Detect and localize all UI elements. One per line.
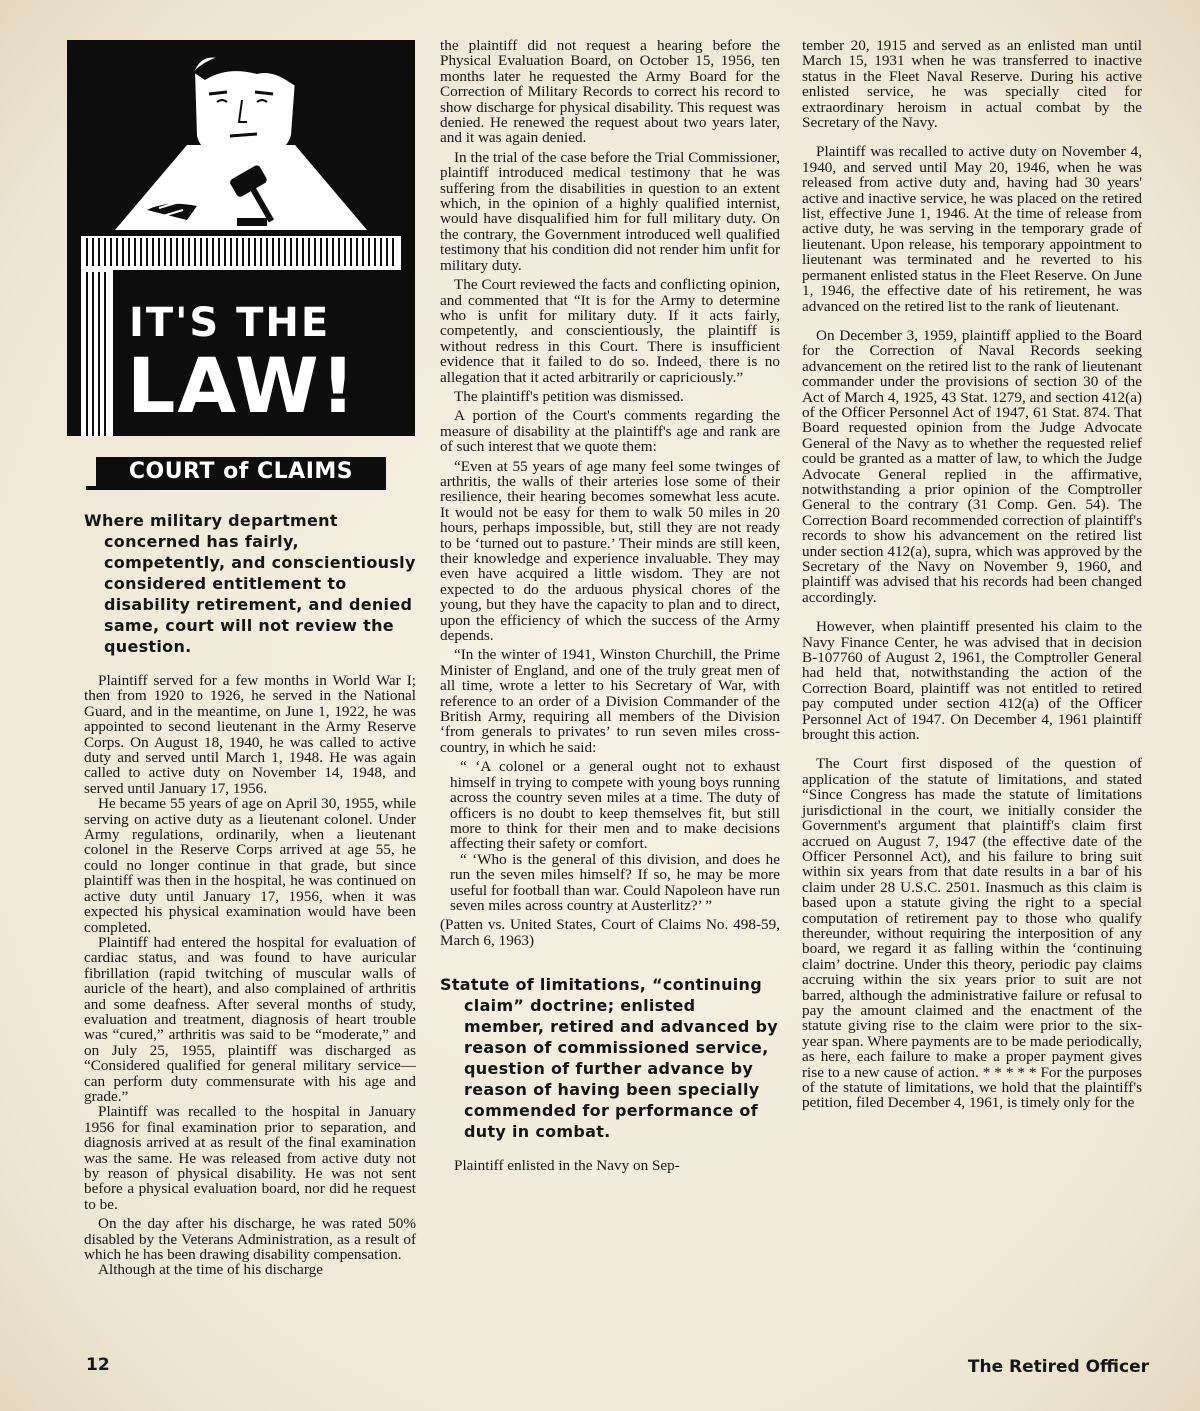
quotation-paragraph: “Even at 55 years of age many feel some twinges of arthritis, the walls of their arteries lose some of their resilience, their hearing becomes somewhat less acute. It would not be easy for them to walk 50 miles in 20 hours, perhaps impossible, but, still they are not ready to be ‘turned out to pasture.’ Their minds are still keen, their knowledge and experience invaluable. They may even have acquired a little wisdom. They are not expected to do the arduous physical chores of the young, but they have the capacity to plan and to direct, upon the efficiency of which the success of the Army depends.	[440, 457, 780, 645]
court-illustration	[67, 40, 415, 436]
case-1-headline: Where military department concerned has fairly, competently, and conscientiously considered entitlement to disability retirement, and denied same, court will not review the question.	[84, 511, 416, 656]
paragraph: Plaintiff enlisted in the Navy on Sep-	[454, 1157, 680, 1175]
paragraph: Plaintiff was recalled to the hospital in January 1956 for final examination prior to separation, and diagnosis arrived at as result of the final examination was the same. He was released from active duty not by reason of physical disability. He was not sent before a physical evaluation board, nor did he request to be.	[84, 1103, 416, 1213]
paragraph: tember 20, 1915 and served as an enlisted man until March 15, 1931 when he was transferred to inactive status in the Fleet Naval Reserve. During his active enlisted service, he was specially cited for extraordinary heroism in actual combat by the Secretary of the Navy.	[802, 37, 1142, 132]
page-number: 12	[86, 1355, 110, 1375]
quotation-paragraph: “ ‘A colonel or a general ought not to exhaust himself in trying to compete with young boys running across the country seven miles at a time. The duty of officers is no doubt to keep themselves fit, but still more to think for their men and to make decisions affecting their safety or comfort.	[450, 758, 780, 853]
court-of-claims-heading: COURT of CLAIMS	[96, 457, 386, 487]
heading-underline	[86, 486, 386, 490]
paragraph: On December 3, 1959, plaintiff applied to the Board for the Correction of Naval Records seeking advancement on the retired list to the rank of lieutenant commander under the provisions of section 30 of the Act of March 4, 1925, 43 Stat. 1279, and section 412(a) of the Officer Personnel Act of 1947, 61 Stat. 874. That Board requested opinion from the Judge Advocate General of the Navy as to whether the requested relief could be granted as a matter of law, to which the Judge Advocate General replied in the affirmative, notwithstanding a prior opinion of the Comptroller General to the contrary (31 Comp. Gen. 54). The Correction Board recommended correction of plaintiff's records to show his advancement on the retired list under section 412(a), supra, which was approved by the Secretary of the Navy on November 9, 1960, and plaintiff was advised that his records had been changed accordingly.	[802, 326, 1142, 606]
paragraph: Plaintiff was recalled to active duty on November 4, 1940, and served until May 20, 1946, when he was released from active duty and, having had 30 years' active and inactive service, he was placed on the retired list, effective June 1, 1946. At the time of release from active duty, he was serving in the temporary grade of lieutenant. Upon release, his temporary appointment to lieutenant was terminated and he reverted to his permanent enlisted status in the Fleet Reserve. On June 1, 1946, the effective date of his retirement, he was advanced on the retired list to the rank of lieutenant.	[802, 143, 1142, 315]
judge-at-bench-icon	[67, 40, 415, 436]
column-3	[802, 38, 1142, 1111]
column-1	[84, 510, 416, 1278]
paragraph: However, when plaintiff presented his claim to the Navy Finance Center, he was advised that in decision B-107760 of August 2, 1961, the Comptroller General had held that, notwithstanding the action of the Correction Board, plaintiff was not entitled to retired pay computed under section 412(a) of the Officer Personnel Act of 1947. On December 4, 1961 plaintiff brought this action.	[802, 618, 1142, 744]
paragraph: Although at the time of his discharge	[98, 1261, 323, 1279]
banner-line-2: LAW!	[127, 341, 358, 430]
quotation-paragraph: “In the winter of 1941, Winston Churchill, the Prime Minister of England, and one of the truly great men of all time, wrote a letter to his Secretary of War, with reference to an order of a Division Commander of the British Army, requiring all members of the Division ‘from generals to privates’ to run seven miles cross-country, in which he said:	[440, 646, 780, 756]
quotation-paragraph: “ ‘Who is the general of this division, and does he run the seven miles himself? If so, he may be more useful for football than war. Could Napoleon have run seven miles across country at Austerlitz?’ ”	[450, 850, 780, 914]
paragraph: He became 55 years of age on April 30, 1955, while serving on active duty as a lieutenant colonel. Under Army regulations, ordinarily, when a lieutenant colonel in the Reserve Corps arrived at age 55, he could no longer continue in that grade, but since plaintiff was then in the hospital, he was continued on active duty until January 17, 1956, when it was expected his physical examination would have been completed.	[84, 795, 416, 936]
case-2-headline: Statute of limitations, “continuing claim” doctrine; enlisted member, retired and advanced by reason of commissioned service, question of further advance by reason of having been specially commended for performance of duty in combat.	[440, 975, 778, 1142]
paragraph: The Court reviewed the facts and conflicting opinion, and commented that “It is for the Army to determine who is unfit for military duty. If it acts fairly, competently, and conscientiously, the plaintiff is without redress in this Court. There is insufficient evidence that it failed to do so. Indeed, there is no allegation that it acted arbitrarily or capriciously.”	[440, 276, 780, 386]
paragraph: In the trial of the case before the Trial Commissioner, plaintiff introduced medical testimony that he was suffering from the disabilities in question to an extent which, in the opinion of a highly qualified internist, would have disqualified him for full military duty. On the contrary, the Government introduced well qualified testimony that his condition did not render him unfit for military duty.	[440, 148, 780, 274]
paragraph: The plaintiff's petition was dismissed.	[454, 387, 684, 405]
publication-name: The Retired Officer	[967, 1357, 1149, 1377]
paragraph: A portion of the Court's comments regarding the measure of disability at the plaintiff's age and rank are of such interest that we quote them:	[440, 407, 780, 456]
column-2	[440, 38, 780, 1174]
banner-line-1: IT'S THE	[129, 300, 331, 346]
case-citation: (Patten vs. United States, Court of Claims No. 498-59, March 6, 1963)	[440, 916, 780, 949]
paragraph: On the day after his discharge, he was rated 50% disabled by the Veterans Administration, as a result of which he has been drawing disability compensation.	[84, 1215, 416, 1264]
paragraph: Plaintiff served for a few months in World War I; then from 1920 to 1926, he served in the National Guard, and in the meantime, on June 1, 1922, he was appointed to second lieutenant in the Army Reserve Corps. On August 18, 1940, he was called to active duty and served until March 1, 1948. He was again called to active duty on November 14, 1948, and served until January 17, 1956.	[84, 672, 416, 797]
paragraph: The Court first disposed of the question of application of the statute of limitations, and stated “Since Congress has made the statute of limitations jurisdictional in the court, we initially consider the Government's argument that plaintiff's claim first accrued on August 7, 1947 (the effective date of the Officer Personnel Act), and his failure to bring suit within six years from that date results in a bar of his claim under 28 U.S.C. 2501. Inasmuch as this claim is based upon a statute giving the right to a special computation of retirement pay to those who qualify thereunder, without requiring the interposition of any board, we regard it as falling within the ‘continuing claim’ doctrine. Under this theory, periodic pay claims accruing within the six years prior to suit are not barred, although the administrative failure or refusal to pay the amount claimed and the enactment of the statute giving rise to the claim were prior to the six-year span. Where payments are to be made periodically, as here, each failure to make a proper payment gives rise to a new cause of action. * * * * * For the purposes of the statute of limitations, we hold that the plaintiff's petition, filed December 4, 1961, is timely only for the	[802, 755, 1142, 1112]
paragraph: the plaintiff did not request a hearing before the Physical Evaluation Board, on October 15, 1956, ten months later he requested the Army Board for the Correction of Military Records to correct his record to show discharge for physical disability. This request was denied. He renewed the request about two years later, and it was again denied.	[440, 37, 780, 147]
paragraph: Plaintiff had entered the hospital for evaluation of cardiac status, and was found to have auricular fibrillation (rapid twitching of muscular walls of auricle of the heart), and also complained of arthritis and some deafness. After several months of study, evaluation and treatment, diagnosis of heart trouble was “cured,” arthritis was said to be “moderate,” and on July 25, 1955, plaintiff was discharged as “Considered qualified for general military service—can perform duty commensurate with his age and grade.”	[84, 933, 416, 1105]
